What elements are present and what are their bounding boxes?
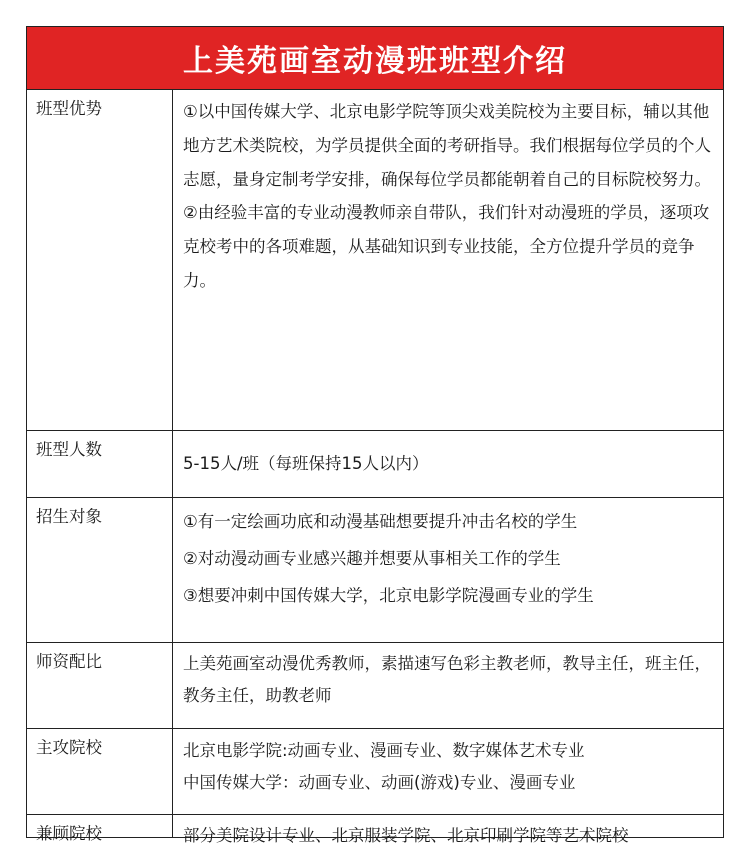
row-label-target-students: 招生对象 — [27, 498, 173, 642]
advantage-point-2: ②由经验丰富的专业动漫教师亲自带队，我们针对动漫班的学员，逐项攻克校考中的各项难题，从基础知识到专业技能，全方位提升学员的竞争力。 — [183, 203, 710, 290]
target-student-1: ①有一定绘画功底和动漫基础想要提升冲击名校的学生 — [183, 512, 578, 531]
class-intro-table — [26, 26, 724, 845]
row-content-target-students — [173, 498, 723, 642]
row-content-main-schools — [173, 729, 723, 814]
target-student-2: ②对动漫动画专业感兴趣并想要从事相关工作的学生 — [183, 549, 561, 568]
table-row-class-size — [27, 431, 723, 498]
row-content-teachers — [173, 643, 723, 728]
row-content-advantages — [173, 90, 723, 430]
table-row-target-students — [27, 498, 723, 643]
table-row-advantages — [27, 90, 723, 431]
table-title: 上美苑画室动漫班班型介绍 — [27, 27, 723, 90]
row-label-class-size: 班型人数 — [27, 431, 173, 497]
target-student-3: ③想要冲刺中国传媒大学，北京电影学院漫画专业的学生 — [183, 586, 594, 605]
table-row-other-schools — [27, 815, 723, 845]
table-body — [27, 90, 723, 845]
main-school-2: 中国传媒大学：动画专业、动画(游戏)专业、漫画专业 — [183, 773, 576, 792]
class-size-text: 5-15人/班（每班保持15人以内） — [183, 454, 429, 473]
table-row-teachers — [27, 643, 723, 729]
row-content-other-schools — [173, 815, 723, 845]
row-label-main-schools: 主攻院校 — [27, 729, 173, 814]
row-label-teachers: 师资配比 — [27, 643, 173, 728]
teachers-text: 上美苑画室动漫优秀教师，素描速写色彩主教老师，教导主任，班主任，教务主任，助教老师 — [183, 654, 711, 705]
row-content-class-size — [173, 431, 723, 497]
table-row-main-schools — [27, 729, 723, 815]
main-school-1: 北京电影学院:动画专业、漫画专业、数字媒体艺术专业 — [183, 741, 585, 760]
other-schools-text: 部分美院设计专业、北京服装学院、北京印刷学院等艺术院校 — [183, 826, 629, 845]
row-label-advantages: 班型优势 — [27, 90, 173, 430]
row-label-other-schools: 兼顾院校 — [27, 815, 173, 837]
advantage-point-1: ①以中国传媒大学、北京电影学院等顶尖戏美院校为主要目标，辅以其他地方艺术类院校，为学员提供全面的考研指导。我们根据每位学员的个人志愿，量身定制考学安排，确保每位学员都能朝着自己的目标院校努力。 — [183, 102, 711, 189]
